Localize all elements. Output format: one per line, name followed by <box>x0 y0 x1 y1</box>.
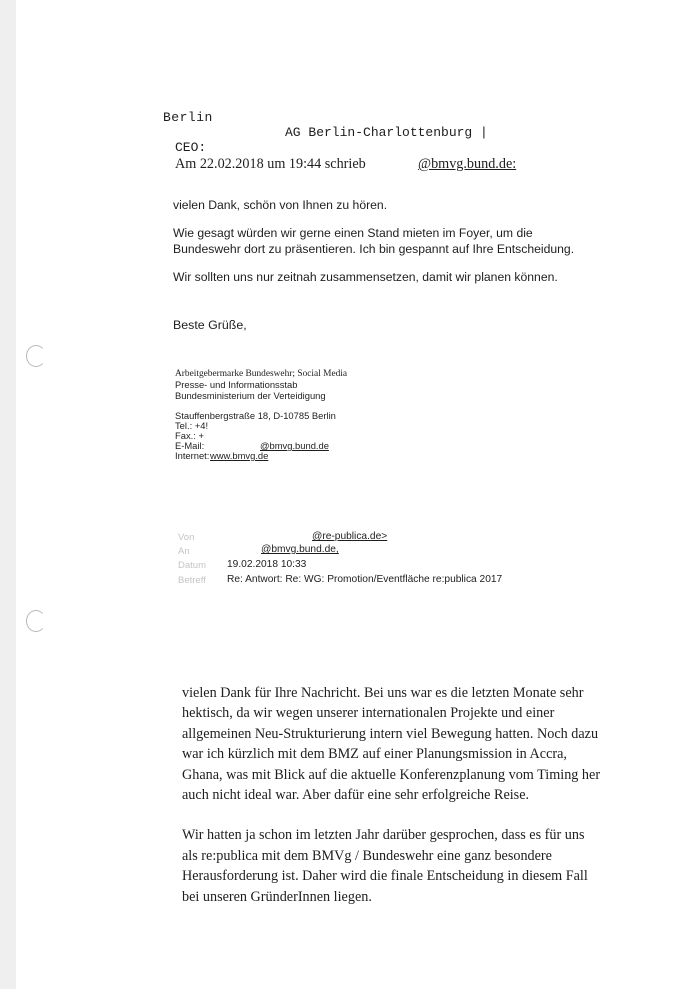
reply-closing: Beste Grüße, <box>173 318 247 332</box>
reply-greeting: vielen Dank, schön von Ihnen zu hören. <box>173 198 388 212</box>
signature-line3: Bundesministerium der Verteidigung <box>175 390 326 401</box>
signature-email-label: E-Mail: <box>175 440 205 451</box>
quoted-mail-body <box>182 683 602 919</box>
header-role: CEO: <box>175 140 207 155</box>
quoted-to-label: An <box>178 546 190 557</box>
punch-hole-mark-bottom <box>26 610 46 632</box>
header-sender-email: @bmvg.bund.de: <box>418 156 517 172</box>
header-wrote-line: Am 22.02.2018 um 19:44 schrieb <box>175 156 366 172</box>
signature-tel: Tel.: +4! <box>175 420 209 431</box>
quoted-paragraph-1: vielen Dank für Ihre Nachricht. Bei uns war es die letzten Monate sehr hektisch, da wir wegen unserer internationalen Projekte und einer allgemeinen Neu-Strukturierung intern viel Bewegung hatten. Noch dazu war ich kürzlich mit dem BMZ auf einer Planungsmission in Accra, Ghana, was mit Blick auf die aktuelle Konferenzplanung vom Timing her auch nicht ideal war. Aber dafür eine sehr erfolgreiche Reise. <box>182 685 601 804</box>
quoted-subject-label: Betreff <box>178 575 206 586</box>
signature-line1: Arbeitgebermarke Bundeswehr; Social Media <box>175 369 348 379</box>
quoted-date-value: 19.02.2018 10:33 <box>227 559 307 570</box>
signature-address: Stauffenbergstraße 18, D-10785 Berlin <box>175 410 336 421</box>
signature-internet-link[interactable]: www.bmvg.de <box>210 450 269 461</box>
scan-edge-strip <box>0 0 16 989</box>
signature-internet-label: Internet: <box>175 450 210 461</box>
reply-mail-body <box>173 197 593 297</box>
quoted-to-value: @bmvg.bund.de, <box>261 544 339 555</box>
header-location: Berlin <box>163 110 213 125</box>
signature-fax: Fax.: + <box>175 430 204 441</box>
quoted-from-value: @re-publica.de> <box>312 531 388 542</box>
signature-email-value: @bmvg.bund.de <box>260 440 329 451</box>
quoted-from-label: Von <box>178 532 195 543</box>
reply-paragraph-1: Wie gesagt würden wir gerne einen Stand mieten im Foyer, um die Bundeswehr dort zu präsentieren. Ich bin gespannt auf Ihre Entscheidung. <box>173 226 575 256</box>
quoted-subject-value: Re: Antwort: Re: WG: Promotion/Eventfläche re:publica 2017 <box>227 574 503 585</box>
signature-line2: Presse- und Informationsstab <box>175 379 298 390</box>
punch-hole-mark-top <box>26 345 46 367</box>
header-court: AG Berlin-Charlottenburg | <box>285 125 488 140</box>
reply-paragraph-2: Wir sollten uns nur zeitnah zusammensetzen, damit wir planen können. <box>173 270 558 284</box>
quoted-date-label: Datum <box>178 560 206 571</box>
quoted-paragraph-2: Wir hatten ja schon im letzten Jahr darüber gesprochen, dass es für uns als re:publica mit dem BMVg / Bundeswehr eine ganz besondere Herausforderung ist. Daher wird die finale Entscheidung in diesem Fall bei unseren GründerInnen liegen. <box>182 827 588 905</box>
